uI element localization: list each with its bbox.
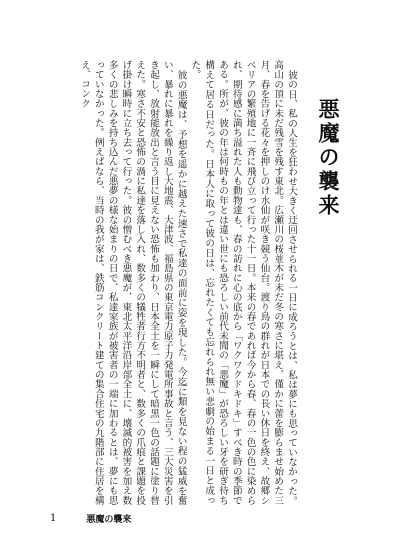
page-footer bbox=[50, 508, 131, 528]
body-text bbox=[48, 60, 298, 505]
paragraph: 彼の悪魔は、予想を遥かに越えた速さで私達の面前に姿を現した。今迄に類を見ない程の猛威を奮い、暴れに暴れを繰り返し大地震、大津波、福島県の東京電力原子力発電所事故と言う、三大災害を引き起し、放射能放出と言う目に見えない恐怖も加わり、日本全土を一瞬にして暗黒一色の話題に塗り替えた。寒さ不安と恐怖の渦に私達を落し入れ、数多くの犠牲者行方不明者と、数多くの爪痕と課題を投げ掛け瞬時に立ち去って行った。彼の憎むべき悪魔が、東北太平洋沿岸部全土に、壊滅的被害を加え数多くの悲しみを持ち込んだ悪夢の様な始まりの日で、私達家族が被害者の一端に加わるとは、夢にも思っていなかった。例えばなら、当時の我が家は、鉄筋コンクリート建ての集合住宅の九階部に住居を構え、コンク bbox=[79, 60, 187, 505]
paragraph: 彼の日、私の人生を狂わせ大きく迂回させられる一日に成ろうとは、私は夢にも思っていなかった。高山の頂に未だ残雪を残す東北。広瀬川の桜並木が未だ冬の寒さに堪え、僅かに蕾を膨らませ始めた三月、春を告げる花々を押しのけ水仙が咲き競う仙台。渡り鳥の群れが日本での長い休日を終え、故郷シベリアの繁殖地に一斉に飛び立って行った十一日。本来の春であれば今から春、春の一色の色に染められ、期待感に満ち溢れた人も動物達も、春の訪れに心の底から「ワクワクドキドキ」すべき時の季節である。所が、彼の年は何時もの年とは違い世にも恐ろしい前代未聞の「悪魔」が恐ろしい牙を研ぎ待ち構えて居る日だった。日本人に取って彼の日は、忘れたくても忘れられ無い悲劇の始まる一日と成った。 bbox=[189, 60, 297, 505]
page-number: 1 bbox=[50, 512, 57, 524]
running-head: 悪魔の襲来 bbox=[86, 514, 132, 525]
chapter-title: 悪魔の襲来 bbox=[316, 98, 340, 218]
